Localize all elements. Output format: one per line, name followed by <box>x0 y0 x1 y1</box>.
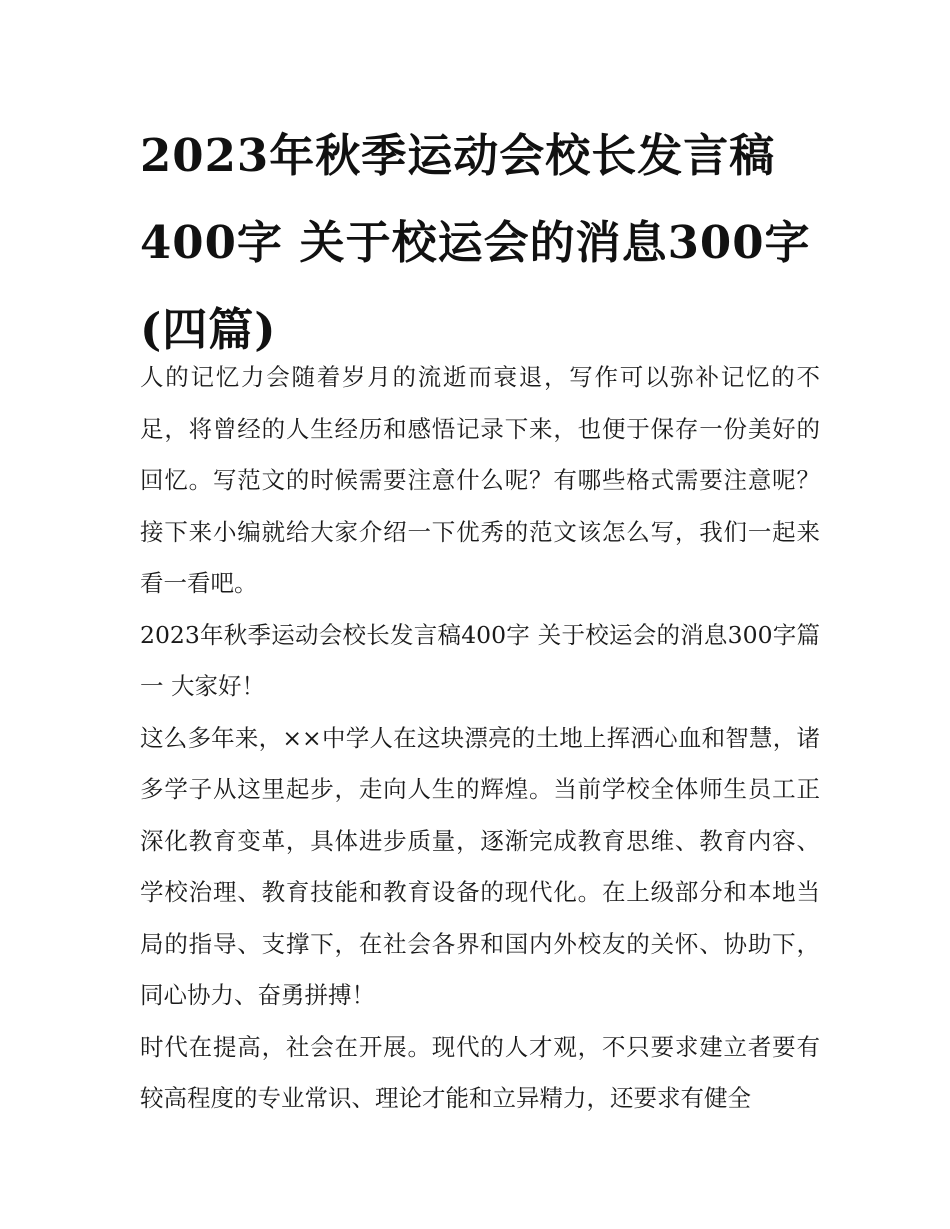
section-heading-paragraph: 2023年秋季运动会校长发言稿400字 关于校运会的消息300字篇一 大家好！ <box>140 620 820 700</box>
body-paragraph: 时代在提高，社会在开展。现代的人才观，不只要求建立者要有较高程度的专业常识、理论才能和立异精力，还要求有健全 <box>140 1032 820 1112</box>
body-paragraph: 这么多年来，××中学人在这块漂亮的土地上挥洒心血和智慧，诸多学子从这里起步，走向人生的辉煌。当前学校全体师生员工正深化教育变革，具体进步质量，逐渐完成教育思维、教育内容、学校治理、教育技能和教育设备的现代化。在上级部分和本地当局的指导、支撑下，在社会各界和国内外校友的关怀、协助下，同心协力、奋勇拼搏！ <box>140 723 820 1009</box>
intro-paragraph: 人的记忆力会随着岁月的流逝而衰退，写作可以弥补记忆的不足，将曾经的人生经历和感悟记录下来，也便于保存一份美好的回忆。写范文的时候需要注意什么呢？有哪些格式需要注意呢？接下来小编就给大家介绍一下优秀的范文该怎么写，我们一起来看一看吧。 <box>140 363 820 597</box>
document-body <box>140 352 820 1125</box>
document-title: 2023年秋季运动会校长发言稿400字 关于校运会的消息300字(四篇) <box>140 129 811 356</box>
